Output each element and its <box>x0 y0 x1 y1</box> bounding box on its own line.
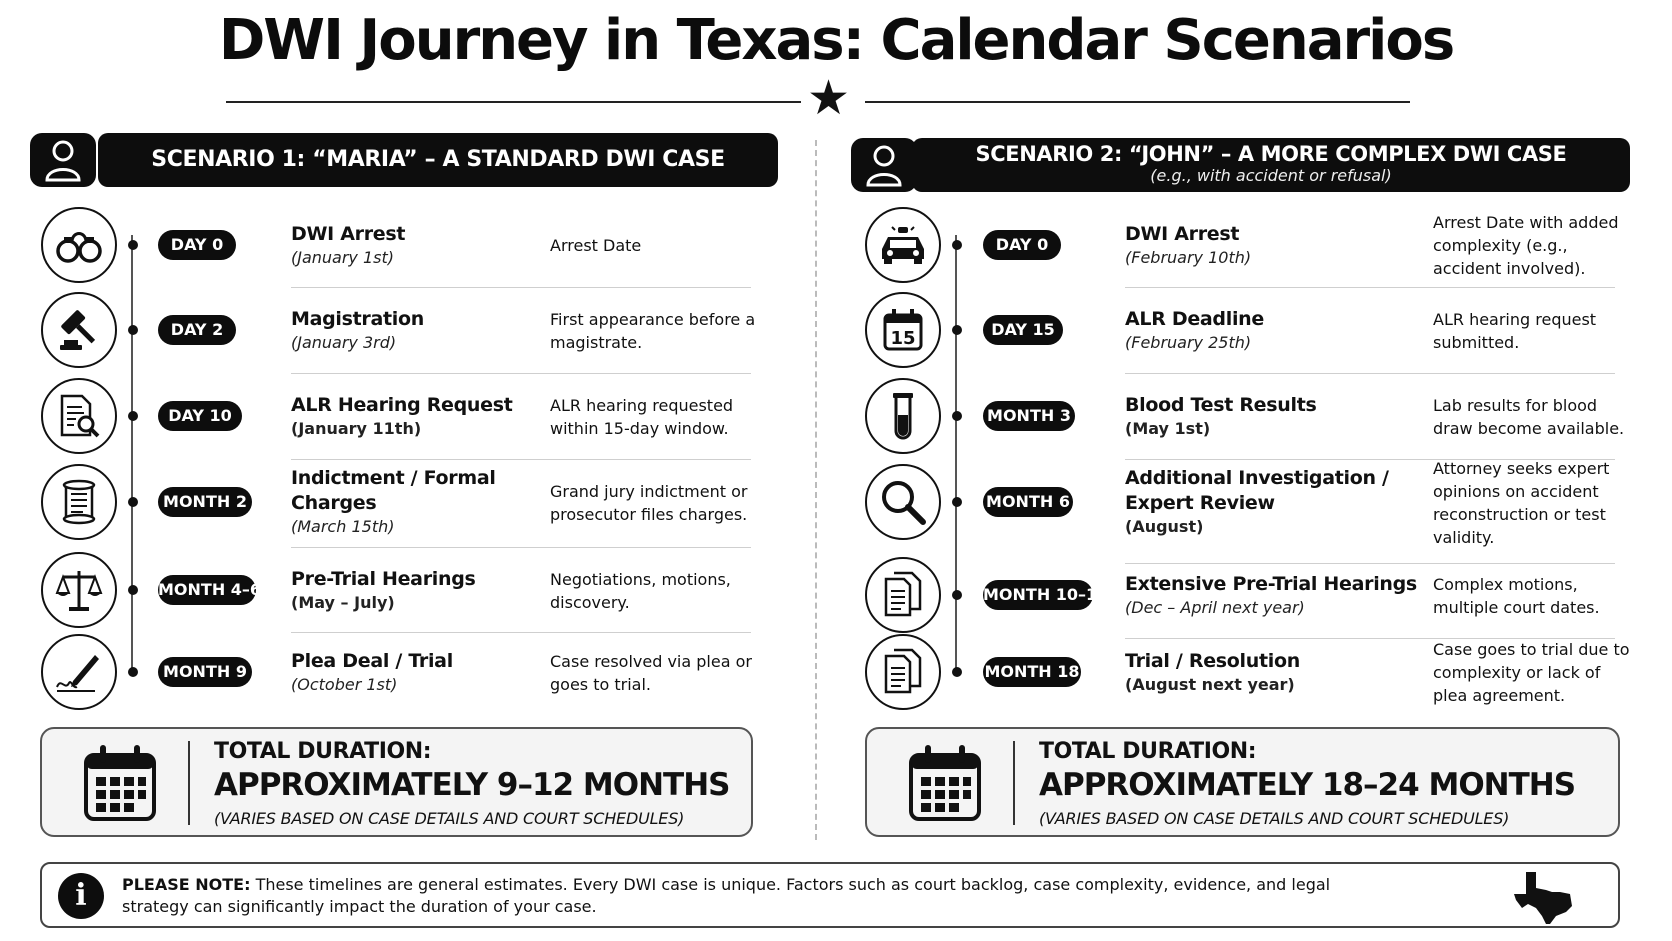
time-badge: MONTH 2 <box>158 487 252 517</box>
event-block <box>291 307 541 354</box>
event-date: (August next year) <box>1125 675 1295 694</box>
row-separator <box>291 547 751 548</box>
event-title: Blood Test Results <box>1125 394 1317 416</box>
timeline-dot <box>128 411 138 421</box>
document-search-icon <box>56 393 102 439</box>
magnifier-icon <box>879 478 927 526</box>
event-description: Case goes to trial due to complexity or lack of plea agreement. <box>1433 640 1630 705</box>
total-label: TOTAL DURATION: <box>214 739 432 764</box>
signature-pen-circle <box>41 634 117 710</box>
user-avatar-icon <box>851 138 917 192</box>
event-date: (February 25th) <box>1125 333 1252 352</box>
time-badge: MONTH 10–14 <box>983 580 1093 610</box>
event-title: Plea Deal / Trial <box>291 650 453 672</box>
calendar-15-circle <box>865 292 941 368</box>
calendar-icon <box>82 743 158 823</box>
time-badge: DAY 2 <box>158 315 236 345</box>
scales-circle <box>41 552 117 628</box>
timeline-dot <box>128 667 138 677</box>
test-tube-circle <box>865 378 941 454</box>
row-separator <box>1125 287 1615 288</box>
event-title: DWI Arrest <box>291 223 406 245</box>
gavel-icon <box>56 307 102 353</box>
scenario1-heading: SCENARIO 1: “MARIA” – A STANDARD DWI CASE <box>151 147 725 172</box>
total-value: APPROXIMATELY 18–24 MONTHS <box>1039 767 1576 803</box>
event-title: Additional Investigation / Expert Review <box>1125 467 1389 514</box>
event-title: Trial / Resolution <box>1125 650 1300 672</box>
event-description: Negotiations, motions, discovery. <box>550 570 731 612</box>
event-date: (January 1st) <box>291 248 395 267</box>
title-rule-left <box>226 101 801 103</box>
event-description: Arrest Date <box>550 236 642 255</box>
timeline-dot <box>128 325 138 335</box>
timeline-dot <box>128 240 138 250</box>
calendar-icon <box>907 743 983 823</box>
event-title: DWI Arrest <box>1125 223 1240 245</box>
scenario1-timeline-line <box>131 235 133 675</box>
event-date: (January 3rd) <box>291 333 397 352</box>
event-block <box>291 649 541 696</box>
texas-map-icon <box>1512 870 1576 926</box>
event-title: Magistration <box>291 308 424 330</box>
star-icon: ★ <box>807 70 851 126</box>
time-badge: MONTH 9 <box>158 657 252 687</box>
scenario1-banner <box>98 133 778 187</box>
document-search-circle <box>41 378 117 454</box>
event-title: Indictment / Formal Charges <box>291 467 496 514</box>
timeline-dot <box>952 240 962 250</box>
event-description: ALR hearing request submitted. <box>1433 310 1597 352</box>
timeline-dot <box>952 325 962 335</box>
documents-circle <box>865 634 941 710</box>
event-description: Attorney seeks expert opinions on accident reconstruction or test validity. <box>1433 459 1610 547</box>
event-date: (Dec – April next year) <box>1125 598 1305 617</box>
time-badge: DAY 0 <box>983 230 1061 260</box>
total-separator <box>1013 741 1015 825</box>
event-date: (May 1st) <box>1125 419 1211 438</box>
event-date: (February 10th) <box>1125 248 1252 267</box>
time-badge: MONTH 3 <box>983 401 1075 431</box>
event-title: Extensive Pre-Trial Hearings <box>1125 573 1417 595</box>
documents-icon <box>880 571 926 619</box>
total-separator <box>188 741 190 825</box>
total-value: APPROXIMATELY 9–12 MONTHS <box>214 767 730 803</box>
title-rule-right <box>865 101 1410 103</box>
timeline-dot <box>952 497 962 507</box>
event-block <box>1125 649 1425 696</box>
page-title: DWI Journey in Texas: Calendar Scenarios <box>218 8 1454 73</box>
timeline-dot <box>128 497 138 507</box>
time-badge: DAY 15 <box>983 315 1063 345</box>
row-separator <box>1125 373 1615 374</box>
event-title: ALR Deadline <box>1125 308 1264 330</box>
event-block <box>1125 393 1425 440</box>
event-block <box>1125 222 1425 269</box>
total-label: TOTAL DURATION: <box>1039 739 1257 764</box>
time-badge: MONTH 4–6 <box>158 575 256 605</box>
event-block <box>291 466 541 538</box>
event-block <box>291 567 541 614</box>
event-block <box>291 222 541 269</box>
event-date: (August) <box>1125 517 1204 536</box>
row-separator <box>291 373 751 374</box>
calendar-15-icon <box>881 307 925 353</box>
row-separator <box>291 459 751 460</box>
timeline-dot <box>952 411 962 421</box>
scenario2-total-duration <box>865 727 1620 837</box>
event-description: Grand jury indictment or prosecutor files charges. <box>550 482 748 524</box>
event-date: (October 1st) <box>291 675 398 694</box>
magnifier-circle <box>865 464 941 540</box>
event-description: Case resolved via plea or goes to trial. <box>550 652 752 694</box>
scenario2-banner <box>912 138 1630 192</box>
svg-text:15: 15 <box>890 328 916 349</box>
time-badge: MONTH 6 <box>983 487 1073 517</box>
event-description: ALR hearing requested within 15-day window. <box>550 396 734 438</box>
row-separator <box>1125 563 1615 564</box>
note-label: PLEASE NOTE: <box>122 875 251 894</box>
row-separator <box>291 632 751 633</box>
documents-icon <box>880 648 926 696</box>
signature-pen-icon <box>55 649 103 695</box>
event-date: (March 15th) <box>291 517 395 536</box>
event-title: ALR Hearing Request <box>291 394 513 416</box>
scroll-circle <box>41 464 117 540</box>
time-badge: MONTH 18 <box>983 657 1081 687</box>
timeline-dot <box>952 667 962 677</box>
user-avatar-icon <box>30 133 96 187</box>
documents-circle <box>865 557 941 633</box>
event-title: Pre-Trial Hearings <box>291 568 476 590</box>
event-block <box>291 393 541 440</box>
info-icon: i <box>58 873 104 919</box>
time-badge: DAY 0 <box>158 230 236 260</box>
event-block <box>1125 466 1425 538</box>
note-text <box>122 874 1382 918</box>
police-car-icon <box>878 223 928 267</box>
row-separator <box>291 287 751 288</box>
note-body: These timelines are general estimates. Every DWI case is unique. Factors such as court backlog, case complexity, evidence, and legal strategy can significantly impact the duration of your case. <box>122 875 1331 916</box>
test-tube-icon <box>888 391 918 441</box>
timeline-dot <box>952 590 962 600</box>
event-date: (January 11th) <box>291 419 422 438</box>
gavel-circle <box>41 292 117 368</box>
scenario2-subheading: (e.g., with accident or refusal) <box>1150 166 1392 185</box>
event-description: Arrest Date with added complexity (e.g., accident involved). <box>1433 213 1619 278</box>
scenario2-timeline-line <box>955 235 957 675</box>
scenario1-total-duration <box>40 727 753 837</box>
event-block <box>1125 572 1425 619</box>
time-badge: DAY 10 <box>158 401 242 431</box>
total-note: (VARIES BASED ON CASE DETAILS AND COURT SCHEDULES) <box>1039 809 1510 828</box>
timeline-dot <box>128 585 138 595</box>
total-note: (VARIES BASED ON CASE DETAILS AND COURT SCHEDULES) <box>214 809 685 828</box>
scales-icon <box>55 567 103 613</box>
event-description: First appearance before a magistrate. <box>550 310 756 352</box>
column-divider <box>815 140 817 840</box>
scenario2-heading: SCENARIO 2: “JOHN” – A MORE COMPLEX DWI CASE <box>975 142 1567 166</box>
event-description: Complex motions, multiple court dates. <box>1433 575 1600 617</box>
handcuffs-circle <box>41 207 117 283</box>
police-car-circle <box>865 207 941 283</box>
disclaimer-note <box>40 862 1620 928</box>
event-block <box>1125 307 1425 354</box>
event-description: Lab results for blood draw become available. <box>1433 396 1625 438</box>
handcuffs-icon <box>55 225 103 265</box>
scroll-icon <box>56 479 102 525</box>
event-date: (May – July) <box>291 593 395 612</box>
